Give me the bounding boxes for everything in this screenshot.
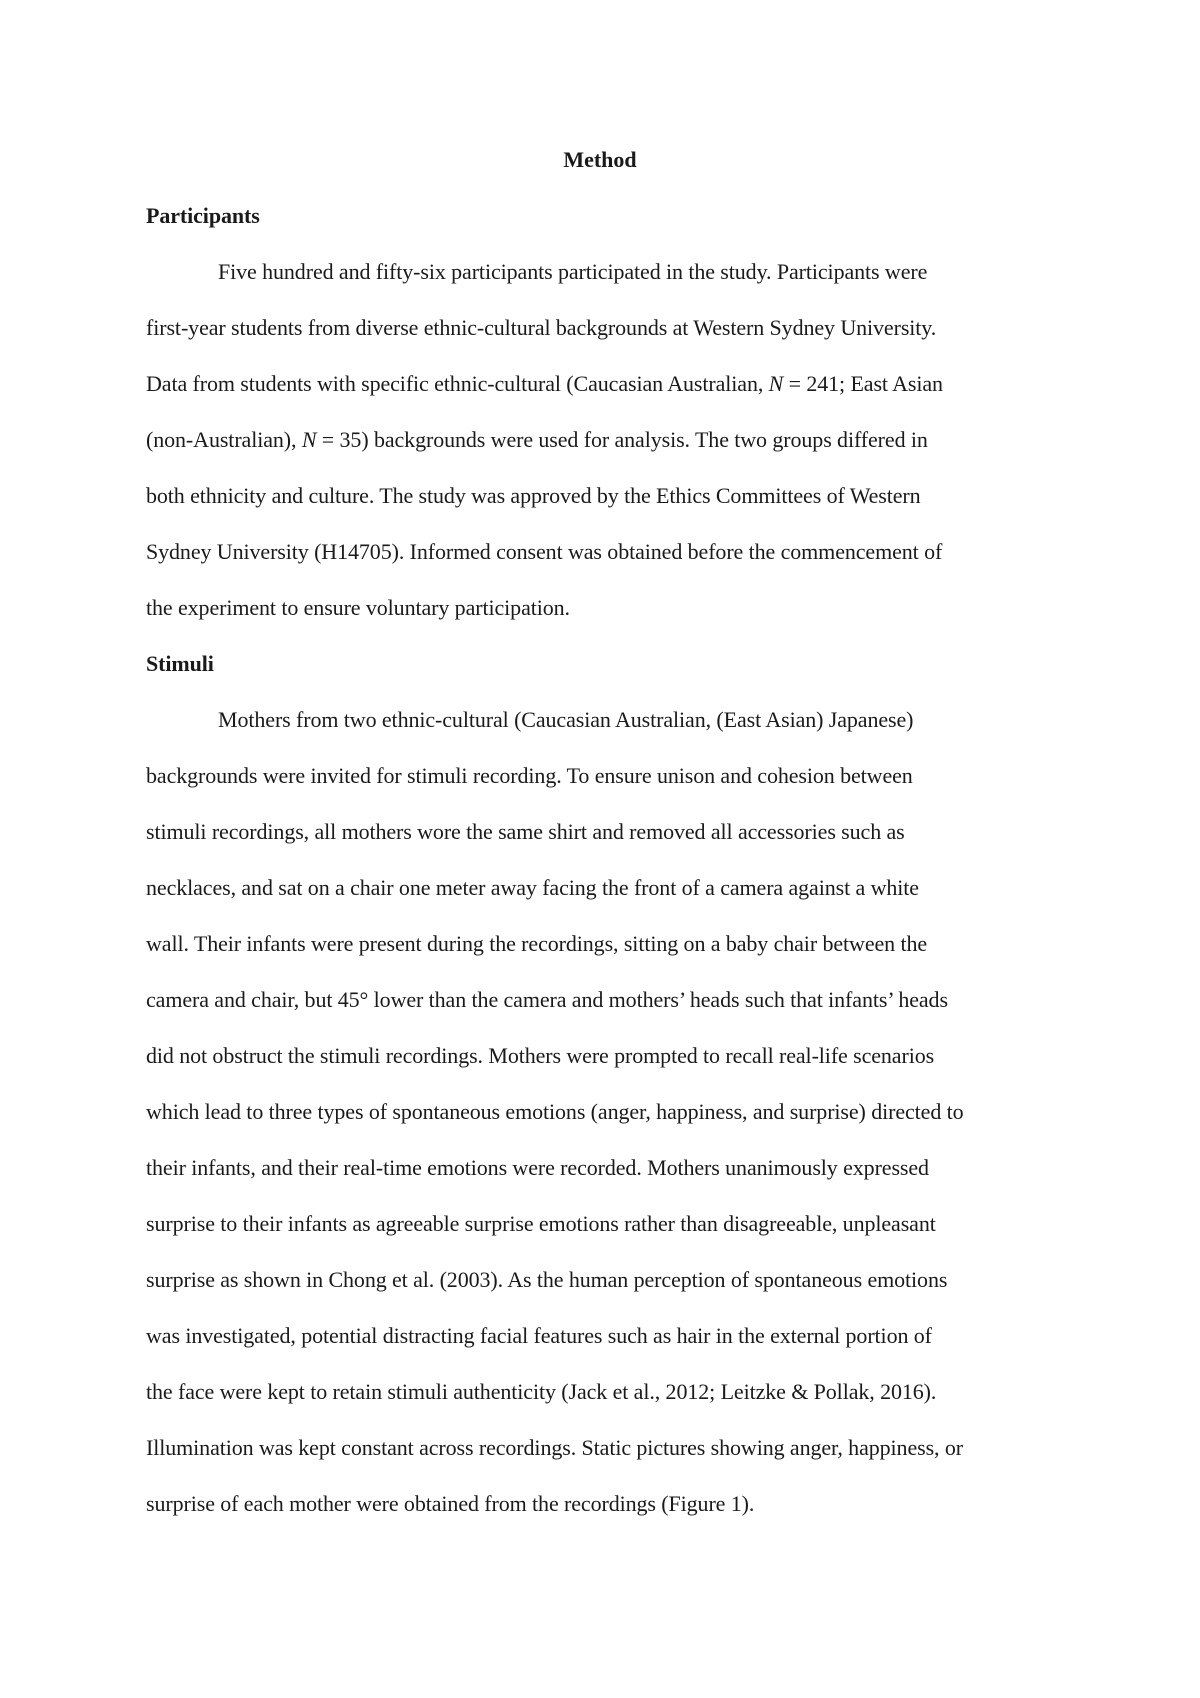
paragraph-line: the experiment to ensure voluntary participation.: [146, 595, 570, 620]
paragraph-line: camera and chair, but 45° lower than the camera and mothers’ heads such that infants’ heads: [146, 987, 948, 1012]
paragraph-line: wall. Their infants were present during the recordings, sitting on a baby chair between the: [146, 931, 928, 956]
paragraph-line: surprise to their infants as agreeable surprise emotions rather than disagreeable, unpleasant: [146, 1211, 936, 1236]
paragraph-line: Mothers from two ethnic-cultural (Caucasian Australian, (East Asian) Japanese): [218, 707, 914, 732]
section-heading-participants: Participants: [146, 203, 260, 228]
text-run: = 241; East Asian: [783, 371, 943, 396]
paragraph-line: [146, 371, 943, 397]
stat-symbol-n: N: [301, 427, 317, 452]
paragraph-line: both ethnicity and culture. The study was approved by the Ethics Committees of Western: [146, 483, 921, 508]
paragraph-line: did not obstruct the stimuli recordings. Mothers were prompted to recall real-life scenarios: [146, 1043, 935, 1068]
paragraph-line: their infants, and their real-time emotions were recorded. Mothers unanimously expressed: [146, 1155, 929, 1180]
paragraph-line: Five hundred and fifty-six participants participated in the study. Participants were: [218, 259, 928, 284]
paragraph-line: first-year students from diverse ethnic-cultural backgrounds at Western Sydney University.: [146, 315, 937, 340]
text-run: = 35) backgrounds were used for analysis. The two groups differed in: [316, 427, 928, 452]
paragraph-line: [146, 427, 928, 453]
paragraph-line: Illumination was kept constant across recordings. Static pictures showing anger, happiness, or: [146, 1435, 963, 1460]
text-run: (non-Australian),: [146, 427, 302, 452]
stat-symbol-n: N: [768, 371, 784, 396]
paragraph-line: which lead to three types of spontaneous emotions (anger, happiness, and surprise) directed to: [146, 1099, 964, 1124]
page-title: Method: [563, 147, 637, 172]
paragraph-line: backgrounds were invited for stimuli recording. To ensure unison and cohesion between: [146, 763, 913, 788]
paragraph-line: the face were kept to retain stimuli authenticity (Jack et al., 2012; Leitzke & Pollak, 2016).: [146, 1379, 937, 1404]
paragraph-line: surprise as shown in Chong et al. (2003). As the human perception of spontaneous emotions: [146, 1267, 948, 1292]
paragraph-line: surprise of each mother were obtained from the recordings (Figure 1).: [146, 1491, 755, 1516]
paragraph-line: was investigated, potential distracting facial features such as hair in the external portion of: [146, 1323, 932, 1348]
section-heading-stimuli: Stimuli: [146, 651, 214, 676]
paragraph-line: stimuli recordings, all mothers wore the same shirt and removed all accessories such as: [146, 819, 905, 844]
paragraph-line: necklaces, and sat on a chair one meter away facing the front of a camera against a white: [146, 875, 919, 900]
text-run: Data from students with specific ethnic-cultural (Caucasian Australian,: [146, 371, 769, 396]
paragraph-line: Sydney University (H14705). Informed consent was obtained before the commencement of: [146, 539, 943, 564]
